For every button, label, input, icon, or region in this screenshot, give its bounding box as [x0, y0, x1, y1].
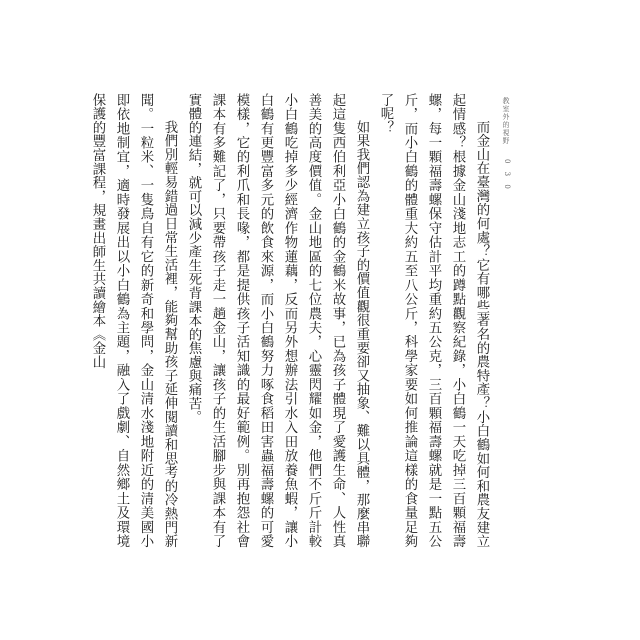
paragraph-1: 而金山在臺灣的何處？它有哪些著名的農特產？小白鶴如何和農友建立起情感？根據金山淺地志工的蹲點觀察紀錄，小白鶴一天吃掉三百顆福壽螺，每一顆福壽螺保守估計平均重約五公克，三百顆福壽螺就是一點五公斤，而小白鶴的體重大約五至八公斤，科學家要如何推論這樣的食量足夠了呢？ [378, 93, 489, 548]
running-head-title: 教室外的視野 [502, 97, 510, 145]
running-head [501, 97, 511, 192]
body-text [90, 93, 493, 548]
page-number: 0 3 0 [503, 159, 511, 192]
paragraph-2: 如果我們認為建立孩子的價值觀很重要卻又抽象、難以具體，那麼串聯起這隻西伯利亞小白鶴的金鶴米故事，已為孩子體現了愛護生命、人性真善美的高度價值。金山地區的七位農夫，心靈閃耀如金，他們不斤斤計較小白鶴吃掉多少經濟作物蓮藕，反而另外想辦法引水入田放養魚蝦，讓小白鶴有更豐富多元的飲食來源，而小白鶴努力啄食稻田害蟲福壽螺的可愛模樣，它的利爪和長喙，都是提供孩子活知識的最好範例。別再抱怨社會課本有多難記了，只要帶孩子走一趟金山，讓孩子的生活腳步與課本有了實體的連結，就可以減少產生死背課本的焦慮與痛苦。 [186, 93, 369, 548]
paragraph-3: 我們別輕易錯過日常生活裡，能夠幫助孩子延伸閱讀和思考的冷熱門新聞。一粒米、一隻鳥自有它的新奇和學問，金山清水淺地附近的清美國小即依地制宜，適時發展出以小白鶴為主題，融入了戲劇、自然鄉土及環境保護的豐富課程，規畫出師生共讀繪本《金山 [90, 93, 177, 548]
